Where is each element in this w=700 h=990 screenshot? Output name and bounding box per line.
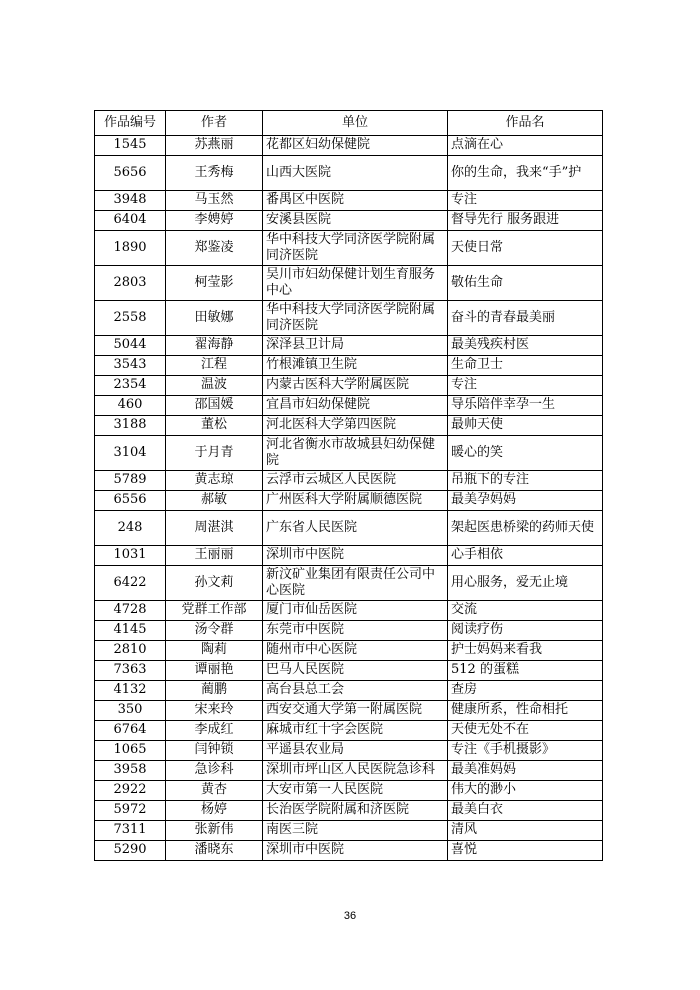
table-row (95, 781, 603, 801)
cell-id: 3543 (95, 356, 166, 376)
cell-unit: 深圳市中医院 (263, 841, 448, 861)
table-row (95, 741, 603, 761)
cell-unit: 西安交通大学第一附属医院 (263, 701, 448, 721)
cell-unit: 随州市中心医院 (263, 641, 448, 661)
cell-unit: 厦门市仙岳医院 (263, 601, 448, 621)
table-row (95, 266, 603, 301)
table-row (95, 621, 603, 641)
cell-title: 查房 (448, 681, 603, 701)
table-row (95, 376, 603, 396)
cell-id: 6556 (95, 491, 166, 511)
table-row (95, 511, 603, 546)
cell-title: 喜悦 (448, 841, 603, 861)
cell-title: 导乐陪伴幸孕一生 (448, 396, 603, 416)
cell-author: 郝敏 (166, 491, 263, 511)
cell-author: 陶莉 (166, 641, 263, 661)
table-row (95, 491, 603, 511)
cell-title: 架起医患桥梁的药师天使 (448, 511, 603, 546)
cell-id: 4145 (95, 621, 166, 641)
cell-author: 潘晓东 (166, 841, 263, 861)
table-row (95, 356, 603, 376)
cell-title: 生命卫士 (448, 356, 603, 376)
cell-unit: 东莞市中医院 (263, 621, 448, 641)
cell-id: 3104 (95, 436, 166, 471)
cell-title: 伟大的渺小 (448, 781, 603, 801)
page-number: 36 (343, 910, 357, 922)
cell-author: 李成红 (166, 721, 263, 741)
cell-id: 4132 (95, 681, 166, 701)
table-row (95, 566, 603, 601)
cell-title: 天使日常 (448, 231, 603, 266)
cell-title: 护士妈妈来看我 (448, 641, 603, 661)
cell-id: 7311 (95, 821, 166, 841)
works-table (94, 110, 603, 861)
cell-unit: 华中科技大学同济医学院附属同济医院 (263, 231, 448, 266)
cell-id: 6764 (95, 721, 166, 741)
cell-id: 3188 (95, 416, 166, 436)
cell-unit: 深泽县卫计局 (263, 336, 448, 356)
cell-title: 阅读疗伤 (448, 621, 603, 641)
cell-id: 3958 (95, 761, 166, 781)
cell-id: 5972 (95, 801, 166, 821)
cell-author: 马玉然 (166, 191, 263, 211)
cell-id: 4728 (95, 601, 166, 621)
table-row (95, 841, 603, 861)
cell-unit: 深圳市坪山区人民医院急诊科 (263, 761, 448, 781)
header-id: 作品编号 (95, 111, 166, 136)
cell-author: 急诊科 (166, 761, 263, 781)
cell-unit: 长治医学院附属和济医院 (263, 801, 448, 821)
cell-author: 翟海静 (166, 336, 263, 356)
cell-author: 黄杏 (166, 781, 263, 801)
cell-title: 最美孕妈妈 (448, 491, 603, 511)
cell-title: 健康所系，性命相托 (448, 701, 603, 721)
cell-author: 党群工作部 (166, 601, 263, 621)
table-row (95, 436, 603, 471)
cell-id: 2922 (95, 781, 166, 801)
cell-author: 谭丽艳 (166, 661, 263, 681)
cell-id: 5044 (95, 336, 166, 356)
cell-unit: 吴川市妇幼保健计划生育服务中心 (263, 266, 448, 301)
cell-title: 最美残疾村医 (448, 336, 603, 356)
cell-id: 2354 (95, 376, 166, 396)
cell-unit: 内蒙古医科大学附属医院 (263, 376, 448, 396)
table-row (95, 801, 603, 821)
cell-unit: 南医三院 (263, 821, 448, 841)
cell-unit: 河北省衡水市故城县妇幼保健院 (263, 436, 448, 471)
cell-title: 奋斗的青春最美丽 (448, 301, 603, 336)
cell-author: 苏燕丽 (166, 136, 263, 156)
table-header-row (95, 111, 603, 136)
cell-unit: 高台县总工会 (263, 681, 448, 701)
cell-author: 田敏娜 (166, 301, 263, 336)
cell-id: 1890 (95, 231, 166, 266)
cell-unit: 麻城市红十字会医院 (263, 721, 448, 741)
table-row (95, 136, 603, 156)
cell-author: 张新伟 (166, 821, 263, 841)
cell-id: 460 (95, 396, 166, 416)
cell-unit: 番禺区中医院 (263, 191, 448, 211)
cell-unit: 云浮市云城区人民医院 (263, 471, 448, 491)
cell-unit: 大安市第一人民医院 (263, 781, 448, 801)
cell-title: 暖心的笑 (448, 436, 603, 471)
cell-author: 王丽丽 (166, 546, 263, 566)
header-title: 作品名 (448, 111, 603, 136)
table-row (95, 661, 603, 681)
cell-id: 7363 (95, 661, 166, 681)
table-row (95, 721, 603, 741)
cell-title: 交流 (448, 601, 603, 621)
cell-id: 248 (95, 511, 166, 546)
cell-title: 专注 (448, 376, 603, 396)
table-row (95, 761, 603, 781)
cell-author: 李娉婷 (166, 211, 263, 231)
header-unit: 单位 (263, 111, 448, 136)
cell-unit: 广东省人民医院 (263, 511, 448, 546)
cell-title: 专注《手机摄影》 (448, 741, 603, 761)
cell-id: 350 (95, 701, 166, 721)
cell-id: 1031 (95, 546, 166, 566)
cell-author: 温波 (166, 376, 263, 396)
cell-unit: 华中科技大学同济医学院附属同济医院 (263, 301, 448, 336)
table-row (95, 471, 603, 491)
table-row (95, 641, 603, 661)
table-row (95, 701, 603, 721)
cell-author: 杨婷 (166, 801, 263, 821)
cell-title: 心手相依 (448, 546, 603, 566)
cell-id: 5656 (95, 156, 166, 191)
cell-title: 点滴在心 (448, 136, 603, 156)
cell-title: 用心服务，爱无止境 (448, 566, 603, 601)
cell-unit: 花都区妇幼保健院 (263, 136, 448, 156)
cell-unit: 山西大医院 (263, 156, 448, 191)
cell-title: 512 的蛋糕 (448, 661, 603, 681)
cell-unit: 宜昌市妇幼保健院 (263, 396, 448, 416)
table-row (95, 821, 603, 841)
cell-author: 周湛淇 (166, 511, 263, 546)
cell-unit: 新汶矿业集团有限责任公司中心医院 (263, 566, 448, 601)
cell-author: 郑鉴凌 (166, 231, 263, 266)
cell-unit: 安溪县医院 (263, 211, 448, 231)
cell-author: 宋来玲 (166, 701, 263, 721)
cell-unit: 巴马人民医院 (263, 661, 448, 681)
cell-title: 最帅天使 (448, 416, 603, 436)
cell-title: 你的生命，我来“手”护 (448, 156, 603, 191)
cell-author: 董松 (166, 416, 263, 436)
cell-author: 邵国媛 (166, 396, 263, 416)
cell-author: 蔺鹏 (166, 681, 263, 701)
cell-id: 1545 (95, 136, 166, 156)
cell-title: 吊瓶下的专注 (448, 471, 603, 491)
cell-unit: 广州医科大学附属顺德医院 (263, 491, 448, 511)
cell-author: 于月青 (166, 436, 263, 471)
table-row (95, 416, 603, 436)
cell-title: 天使无处不在 (448, 721, 603, 741)
table-row (95, 301, 603, 336)
cell-author: 汤令群 (166, 621, 263, 641)
cell-id: 5789 (95, 471, 166, 491)
cell-title: 清风 (448, 821, 603, 841)
table-row (95, 546, 603, 566)
cell-id: 1065 (95, 741, 166, 761)
table-row (95, 211, 603, 231)
table-row (95, 336, 603, 356)
cell-id: 2558 (95, 301, 166, 336)
cell-unit: 河北医科大学第四医院 (263, 416, 448, 436)
cell-unit: 竹根滩镇卫生院 (263, 356, 448, 376)
cell-author: 江程 (166, 356, 263, 376)
cell-id: 2803 (95, 266, 166, 301)
cell-author: 闫钟锁 (166, 741, 263, 761)
table-row (95, 156, 603, 191)
table-row (95, 191, 603, 211)
table-row (95, 601, 603, 621)
table-row (95, 396, 603, 416)
cell-id: 3948 (95, 191, 166, 211)
cell-id: 2810 (95, 641, 166, 661)
cell-unit: 平遥县农业局 (263, 741, 448, 761)
cell-title: 专注 (448, 191, 603, 211)
table-row (95, 681, 603, 701)
cell-title: 最美准妈妈 (448, 761, 603, 781)
cell-author: 孙文莉 (166, 566, 263, 601)
cell-title: 督导先行 服务跟进 (448, 211, 603, 231)
cell-author: 王秀梅 (166, 156, 263, 191)
cell-title: 最美白衣 (448, 801, 603, 821)
cell-title: 敬佑生命 (448, 266, 603, 301)
header-author: 作者 (166, 111, 263, 136)
cell-author: 黄志琼 (166, 471, 263, 491)
cell-unit: 深圳市中医院 (263, 546, 448, 566)
cell-id: 6404 (95, 211, 166, 231)
cell-id: 6422 (95, 566, 166, 601)
table-row (95, 231, 603, 266)
cell-author: 柯莹影 (166, 266, 263, 301)
cell-id: 5290 (95, 841, 166, 861)
